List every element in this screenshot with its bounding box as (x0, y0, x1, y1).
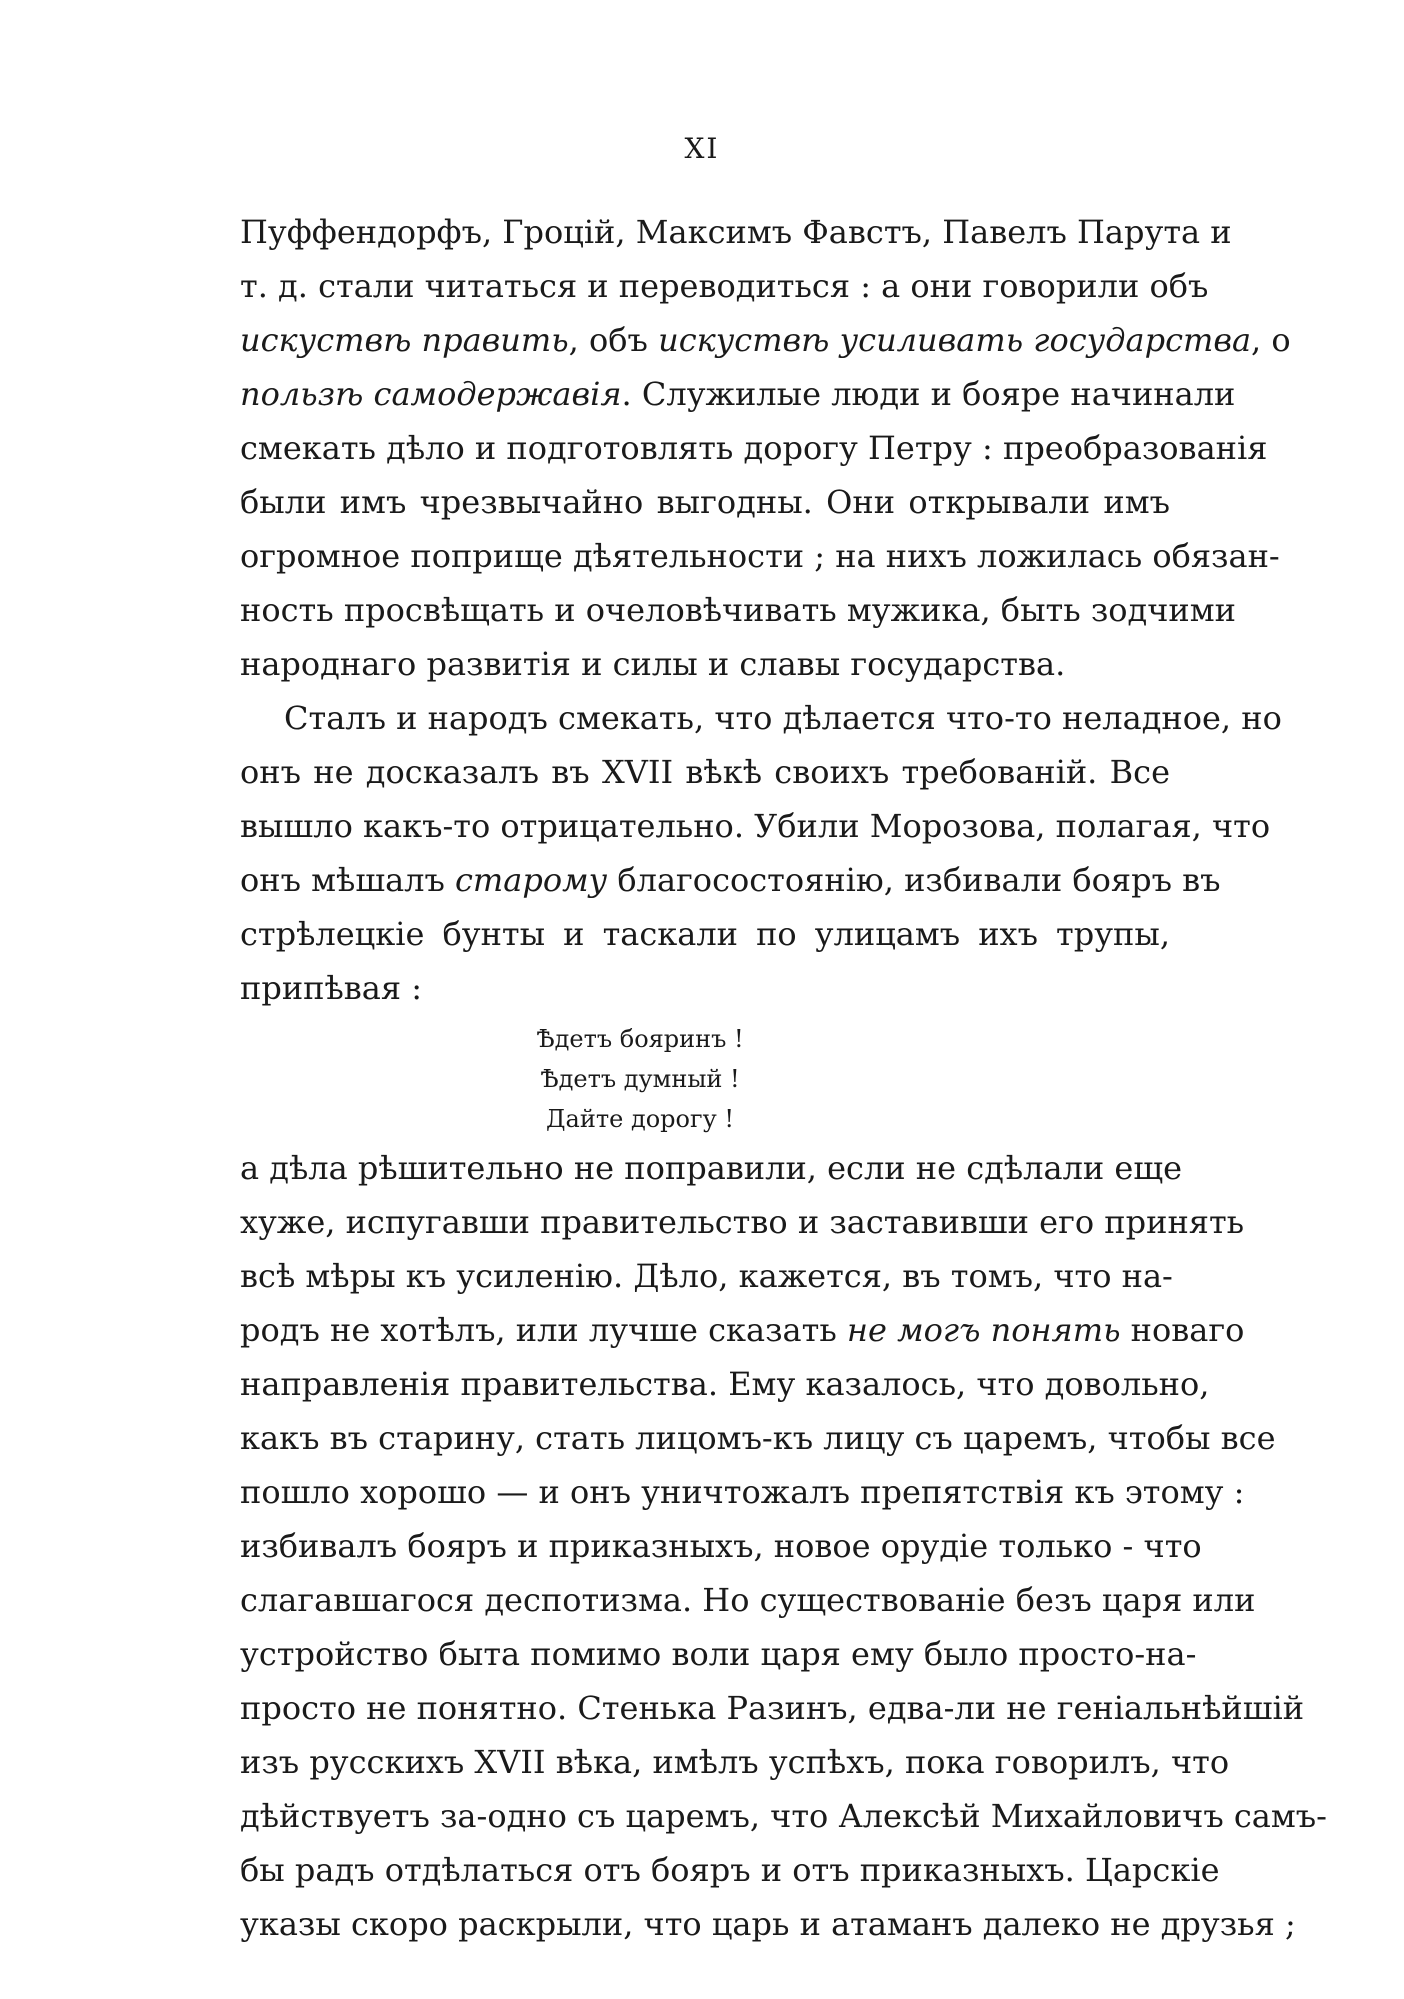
text-line (240, 745, 1170, 799)
text-segment: т. д. стали читаться и переводиться : а они говорили объ (240, 267, 1209, 305)
text-segment: стрѣлецкіе бунты и таскали по улицамъ ихъ трупы, (240, 915, 1170, 953)
text-segment: онъ не досказалъ въ XVII вѣкѣ своихъ требованій. Все (240, 753, 1170, 791)
text-line (240, 1843, 1220, 1897)
text-line (240, 475, 1170, 529)
paragraph-2 (240, 691, 1282, 1015)
verse-line: Ѣдетъ бояринъ ! (536, 1025, 744, 1053)
text-line (240, 637, 1170, 691)
verse-quote (240, 1019, 1170, 1139)
text-line (240, 1465, 1245, 1519)
text-segment: были имъ чрезвычайно выгодны. Они открывали имъ (240, 483, 1170, 521)
text-segment: устройство быта помимо воли царя ему было просто-на- (240, 1635, 1197, 1673)
italic-phrase: не могъ понять (846, 1311, 1121, 1349)
text-line (240, 1519, 1202, 1573)
text-line (240, 259, 1209, 313)
text-segment: благосостоянію, избивали бояръ въ (607, 861, 1221, 899)
text-segment: народнаго развитія и силы и славы государства. (240, 645, 1066, 683)
text-line (240, 1573, 1256, 1627)
text-line (240, 961, 1170, 1015)
text-line (240, 1681, 1305, 1735)
text-segment: вышло какъ-то отрицательно. Убили Морозова, полагая, что (240, 807, 1271, 845)
text-segment: ность просвѣщать и очеловѣчивать мужика, быть зодчими (240, 591, 1236, 629)
text-segment: Сталъ и народъ смекать, что дѣлается что-то неладное, но (284, 699, 1282, 737)
text-segment: припѣвая : (240, 969, 422, 1007)
text-line (240, 1249, 1173, 1303)
text-line (240, 1357, 1210, 1411)
text-segment: слагавшагося деспотизма. Но существованіе безъ царя или (240, 1581, 1256, 1619)
text-segment: огромное поприще дѣятельности ; на нихъ ложилась обязан- (240, 537, 1280, 575)
text-segment: смекать дѣло и подготовлять дорогу Петру : преобразованія (240, 429, 1268, 467)
text-line (240, 1141, 1183, 1195)
italic-phrase: пользѣ самодержавія (240, 375, 622, 413)
text-line (240, 1789, 1327, 1843)
text-segment: направленія правительства. Ему казалось, что довольно, (240, 1365, 1210, 1403)
text-line (240, 1195, 1245, 1249)
text-segment: пошло хорошо — и онъ уничтожалъ препятствія къ этому : (240, 1473, 1245, 1511)
paragraph-1 (240, 205, 1291, 691)
verse-line: Ѣдетъ думный ! (540, 1065, 740, 1093)
text-segment: Пуффендорфъ, Гроцій, Максимъ Фавстъ, Павелъ Парута и (240, 213, 1232, 251)
text-segment: новаго (1120, 1311, 1245, 1349)
text-segment: . Служилые люди и бояре начинали (621, 375, 1236, 413)
text-line (240, 205, 1232, 259)
italic-phrase: искуствѣ править (240, 321, 569, 359)
text-line (240, 313, 1291, 367)
text-line (240, 421, 1268, 475)
text-line (240, 1411, 1276, 1465)
text-line (240, 367, 1236, 421)
text-segment: онъ мѣшалъ (240, 861, 455, 899)
text-segment: дѣйствуетъ за-одно съ царемъ, что Алексѣй Михайловичъ самъ- (240, 1797, 1327, 1835)
text-line (240, 853, 1221, 907)
text-line (240, 583, 1236, 637)
text-line (240, 1303, 1245, 1357)
italic-phrase: старому (455, 861, 608, 899)
text-line (240, 799, 1271, 853)
verse-line: Дайте дорогу ! (546, 1105, 734, 1133)
text-segment: просто не понятно. Стенька Разинъ, едва-ли не геніальнѣйшій (240, 1689, 1305, 1727)
text-line (240, 1627, 1197, 1681)
paragraph-3 (240, 1141, 1327, 1951)
text-line (240, 907, 1170, 961)
text-segment: хуже, испугавши правительство и заставивши его принять (240, 1203, 1245, 1241)
text-segment: всѣ мѣры къ усиленію. Дѣло, кажется, въ томъ, что на- (240, 1257, 1173, 1295)
text-segment: а дѣла рѣшительно не поправили, если не сдѣлали еще (240, 1149, 1183, 1187)
body-text (240, 205, 1327, 1951)
text-segment: изъ русскихъ XVII вѣка, имѣлъ успѣхъ, пока говорилъ, что (240, 1743, 1230, 1781)
text-line (240, 1897, 1296, 1951)
text-line (240, 1735, 1230, 1789)
text-segment: какъ въ старину, стать лицомъ-къ лицу съ царемъ, чтобы все (240, 1419, 1276, 1457)
page-number: XI (684, 132, 720, 165)
italic-phrase: искуствѣ усиливать государства (658, 321, 1252, 359)
text-segment: указы скоро раскрыли, что царь и атаманъ далеко не друзья ; (240, 1905, 1296, 1943)
text-segment: , о (1251, 321, 1291, 359)
text-line (240, 691, 1282, 745)
text-segment: бы радъ отдѣлаться отъ бояръ и отъ приказныхъ. Царскіе (240, 1851, 1220, 1889)
text-segment: родъ не хотѣлъ, или лучше сказать (240, 1311, 847, 1349)
text-segment: , объ (568, 321, 659, 359)
text-segment: избивалъ бояръ и приказныхъ, новое орудіе только - что (240, 1527, 1202, 1565)
text-line (240, 529, 1280, 583)
